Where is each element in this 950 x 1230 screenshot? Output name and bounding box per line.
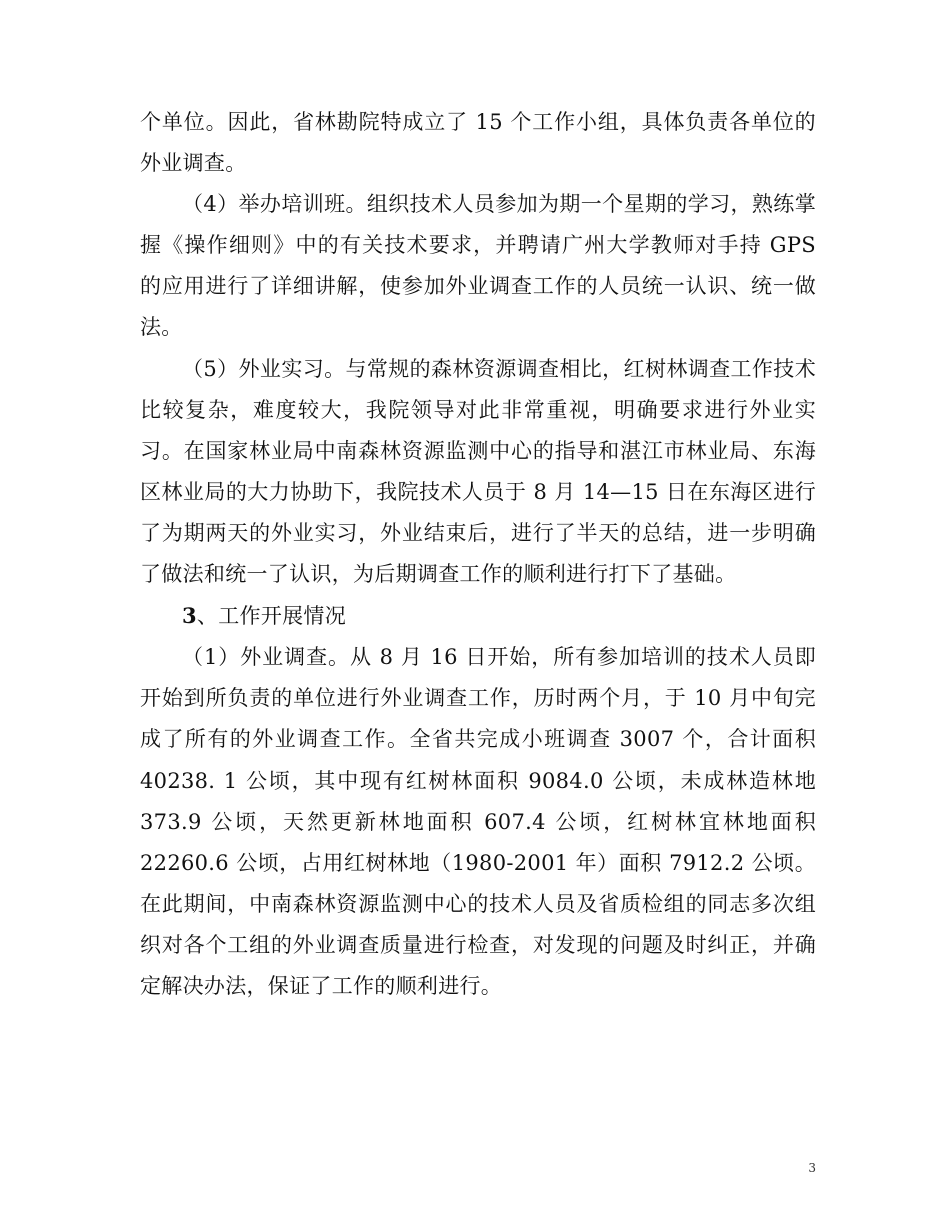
document-body [140, 102, 816, 1007]
page-number: 3 [808, 1161, 816, 1175]
paragraph-field-survey: （1）外业调查。从 8 月 16 日开始，所有参加培训的技术人员即开始到所负责的单位进行外业调查工作，历时两个月，于 10 月中旬完成了所有的外业调查工作。全省共完成小班调查 3007 个，合计面积 40238. 1 公顷，其中现有红树林面积 9084.0 公顷，未成林造林地 373.9 公顷，天然更新林地面积 607.4 公顷，红树林宜林地面积 22260.6 公顷，占用红树林地（1980-2001 年）面积 7912.2 公顷。在此期间，中南森林资源监测中心的技术人员及省质检组的同志多次组织对各个工组的外业调查质量进行检查，对发现的问题及时纠正，并确定解决办法，保证了工作的顺利进行。 [140, 645, 816, 998]
section-heading-title: 、工作开展情况 [196, 604, 347, 629]
section-heading [140, 595, 816, 637]
section-heading-number: 3 [182, 603, 197, 629]
paragraph-training: （4）举办培训班。组织技术人员参加为期一个星期的学习，熟练掌握《操作细则》中的有关技术要求，并聘请广州大学教师对手持 GPS 的应用进行了详细讲解，使参加外业调查工作的人员统一认识、统一做法。 [140, 192, 816, 340]
paragraph-field-practice: （5）外业实习。与常规的森林资源调查相比，红树林调查工作技术比较复杂，难度较大，我院领导对此非常重视，明确要求进行外业实习。在国家林业局中南森林资源监测中心的指导和湛江市林业局、东海区林业局的大力协助下，我院技术人员于 8 月 14—15 日在东海区进行了为期两天的外业实习，外业结束后，进行了半天的总结，进一步明确了做法和统一了认识，为后期调查工作的顺利进行打下了基础。 [140, 356, 816, 587]
paragraph-continued: 个单位。因此，省林勘院特成立了 15 个工作小组，具体负责各单位的外业调查。 [140, 110, 816, 176]
